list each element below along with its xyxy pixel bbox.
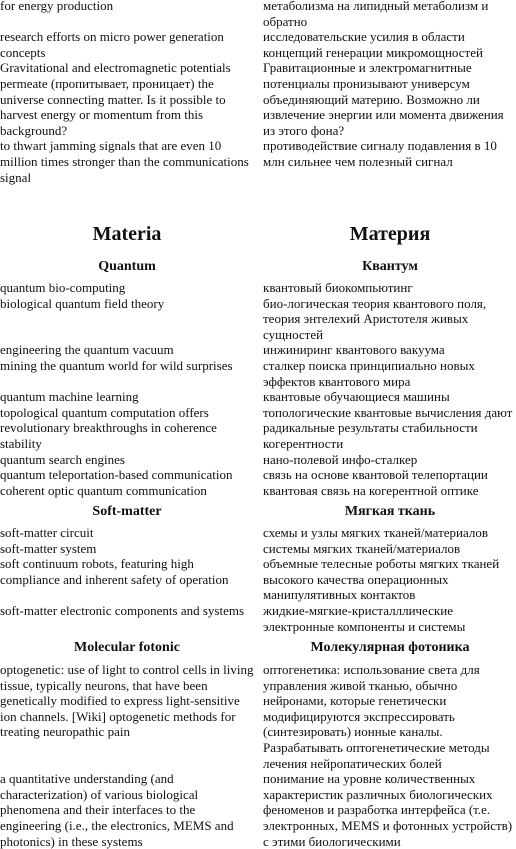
blank-line [0, 374, 254, 390]
paragraph: метаболизма на липидный метаболизм и обратно [263, 0, 489, 29]
list-item: квантовая связь на когерентной оптике [263, 482, 479, 498]
list-item: quantum search engines [0, 451, 125, 467]
quantum-right-column [263, 280, 516, 498]
list-item: оптогенетика: использование света для управления живой тканью, обычно нейронами, которые генетически модифицируются экспрессировать (синтезировать) ионные каналы. Разрабатывать оптогенетические методы лечения нейропатических болей [263, 662, 490, 771]
subsection-title-myagkaya-tkan: Мягкая ткань [344, 504, 436, 519]
list-item: quantum teleportation-based communication [0, 467, 233, 483]
quantum-left-column [0, 280, 254, 498]
list-item: сталкер поиска принципиально новых эффектов квантового мира [263, 357, 475, 389]
list-item: квантовые обучающиеся машины [263, 389, 450, 405]
blank-line [0, 756, 254, 772]
paragraph: Гравитационные и электромагнитные потенциалы пронизывают универсум объединяющий материю. Возможно ли извлечение энергии или момента движения из этого фона? [263, 60, 504, 138]
list-item: soft continuum robots, featuring high compliance and inherent safety of operation [0, 556, 229, 587]
list-item: engineering the quantum vacuum [0, 342, 174, 358]
list-item: понимание на уровне количественных характеристик различных биологических феноменов и разработка интерфейса (т.е. электронных, MEMS и фотонных устройств) с этими биологическими [263, 771, 513, 849]
list-item: soft-matter circuit [0, 525, 94, 540]
list-item: topological quantum computation offers revolutionary breakthroughs in coherence stability [0, 404, 217, 451]
list-item: coherent optic quantum communication [0, 482, 207, 498]
list-item: схемы и узлы мягких тканей/материалов [263, 525, 488, 540]
list-item: optogenetic: use of light to control cells in living tissue, typically neurons, that have been genetically modified to express light-sensitive ion channels. [Wiki] optogenetic methods for treating neuropathic pain [0, 662, 254, 740]
list-item: soft-matter electronic components and systems [0, 602, 245, 618]
list-item: инжиниринг квантового вакуума [263, 342, 445, 358]
list-item: квантовый биокомпьютинг [263, 280, 413, 295]
blank-line [0, 740, 254, 756]
paragraph: Gravitational and electromagnetic potentials permeate (пропитывает, проницает) the universe connecting matter. Is it possible to harvest energy or momentum from this background? [0, 60, 231, 138]
list-item: жидкие-мягкие-кристалллические электронные компоненты и системы [263, 602, 466, 634]
list-item: объемные телесные роботы мягких тканей высокого качества операционных манипулятивных контактов [263, 556, 500, 603]
subsection-title-molekulyarnaya-fotonika: Молекулярная фотоника [310, 640, 470, 655]
list-item: системы мягких тканей/материалов [263, 540, 461, 556]
list-item: нано-полевой инфо-сталкер [263, 451, 418, 467]
blank-line [0, 587, 254, 603]
list-item: био-логическая теория квантового поля, теория энтелехий Аристотеля живых сущностей [263, 295, 487, 342]
subsection-title-molecular-fotonic: Molecular fotonic [74, 640, 180, 655]
subsection-title-quantum: Quantum [98, 259, 156, 274]
subsection-title-soft-matter: Soft-matter [92, 504, 162, 519]
paragraph: противодействие сигналу подавления в 10 млн сильнее чем полезный сигнал [263, 138, 497, 169]
list-item: топологические квантовые вычисления дают радикальные результаты стабильности когерентности [263, 404, 513, 451]
section-title-materia: Materia [92, 223, 162, 245]
blank-line [0, 327, 254, 343]
paragraph: research efforts on micro power generation concepts [0, 29, 224, 60]
fotonic-left-column [0, 662, 254, 849]
list-item: biological quantum field theory [0, 295, 165, 311]
list-item: a quantitative understanding (and characterization) of various biological phenomena and their interfaces to the engineering (i.e., the electronics, MEMS and photonics) in these systems [0, 771, 234, 849]
blank-line [0, 311, 254, 327]
section-title-materiya: Материя [349, 223, 431, 245]
top-left-column [0, 0, 254, 185]
subsection-title-kvantum: Квантум [362, 259, 418, 274]
list-item: soft-matter system [0, 540, 97, 556]
paragraph: to thwart jamming signals that are even 10 million times stronger than the communications signal [0, 138, 249, 185]
list-item: mining the quantum world for wild surprises [0, 357, 233, 373]
paragraph: исследовательские усилия в области концепций генерации микромощностей [263, 29, 483, 60]
blank-line [0, 14, 254, 30]
list-item: связь на основе квантовой телепортации [263, 467, 488, 483]
top-right-column [263, 0, 516, 170]
fotonic-right-column [263, 662, 516, 849]
softmatter-right-column [263, 525, 516, 634]
list-item: quantum bio-computing [0, 280, 126, 295]
list-item: quantum machine learning [0, 389, 139, 405]
paragraph: for energy production [0, 0, 114, 13]
softmatter-left-column [0, 525, 254, 619]
